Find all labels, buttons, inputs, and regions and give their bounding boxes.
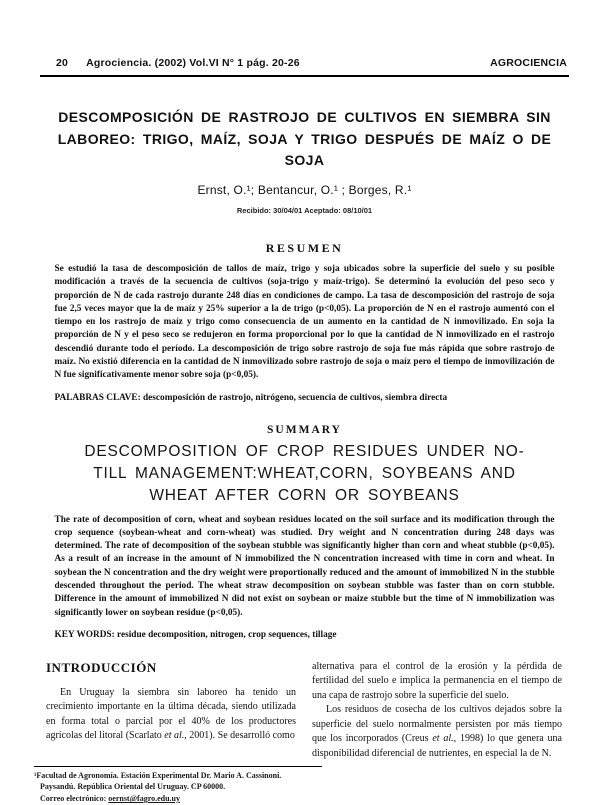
resumen-body: Se estudió la tasa de descomposición de tallos de maíz, trigo y soja ubicados sobre la superficie del suelo y su posible modificación a través de la secuencia de cultivos (soja-trigo y maíz-trigo). Se determinó la evolución del peso seco y proporción de N de cada rastrojo durante 248 días en condiciones de campo. La tasa de descomposición del rastrojo de soja fue 2,5 veces mayor que la de maíz y 25% superior a la de trigo (p<0,05). La proporción de N en el rastrojo aumentó con el tiempo en los rastrojo de maíz y trigo como consecuencia de un aumento en la cantidad de N inmovilizado. En soja la proporción de N y el peso seco se redujeron en forma proporcional por lo que la cantidad de N inmovilizado en el rastrojo descendió durante todo el período. La descomposición de trigo sobre rastrojo de soja fue más rápida que sobre rastrojo de maíz. No existió diferencia en la cantidad de N inmovilizado sobre rastrojo de soja o maíz pero el tiempo de inmovilización de N fue significativamente menor sobre soja (p<0,05). — [54, 264, 555, 381]
left-column — [34, 659, 296, 805]
article-title-es: DESCOMPOSICIÓN DE RASTROJO DE CULTIVOS EN SIEMBRA SIN LABOREO: TRIGO, MAÍZ, SOJA Y TRIGO DESPUÉS DE MAÍZ O DE SOJA — [57, 109, 552, 169]
intro-left-text-2: , 2001). Se desarrolló como — [184, 730, 295, 742]
running-header — [40, 57, 569, 69]
footnote-affiliation-line2: Paysandú. República Oriental del Uruguay. CP 60000. — [40, 782, 226, 792]
email-link[interactable]: oernst@fagro.edu.uy — [108, 794, 181, 804]
authors-line: Ernst, O.¹; Bentancur, O.¹ ; Borges, R.¹ — [197, 183, 412, 198]
intro-left-text-1: En Uruguay la siembra sin laboreo ha tenido un crecimiento importante en la última década, siendo utilizada en forma total o parcial por el 40% de los productores agrícolas del litoral (Scarlato — [46, 686, 296, 742]
palabras-clave-text: descomposición de rastrojo, nitrógeno, secuencia de cultivos, siembra directa — [140, 392, 448, 403]
key-words-text: residue decomposition, nitrogen, crop sequences, tillage — [114, 629, 337, 640]
page-number: 20 — [56, 57, 69, 69]
two-column-section — [34, 659, 563, 805]
intro-right-text-2: , 1998) lo que genera una disponibilidad diferencial de nutrientes, en especial la de N. — [312, 733, 562, 759]
article-title-en: DESCOMPOSITION OF CROP RESIDUES UNDER NO-TILL MANAGEMENT:WHEAT,CORN, SOYBEANS AND WHEAT AFTER CORN OR SOYBEANS — [84, 442, 525, 504]
footnote-affiliation-line1: ¹Facultad de Agronomía. Estación Experimental Dr. Mario A. Cassinoni. — [34, 770, 282, 780]
key-words-line — [55, 629, 555, 642]
intro-left-etal: et al. — [164, 730, 185, 742]
intro-right-text-1: Los residuos de cosecha de los cultivos dejados sobre la superficie del suelo normalmente persisten por más tiempo que los incorporados (Creus — [312, 704, 562, 745]
intro-paragraph-left — [46, 686, 296, 744]
footnote-email-line — [34, 793, 322, 805]
right-column — [312, 660, 562, 805]
affiliation-footnote — [34, 766, 322, 805]
resumen-heading: RESUMEN — [265, 241, 344, 256]
intro-paragraph-right-1: alternativa para el control de la erosión y la pérdida de fertilidad del suelo e implica la permanencia en el tiempo de una capa de rastrojo sobre la superficie del suelo. — [312, 660, 562, 701]
intro-paragraph-right-2 — [312, 703, 562, 761]
footnote-email-label: Correo electrónico: — [40, 794, 109, 804]
received-accepted-line: Recibido: 30/04/01 Aceptado: 08/10/01 — [236, 206, 373, 216]
header-rule — [40, 75, 569, 77]
journal-reference: Agrociencia. (2002) Vol.VI N° 1 pág. 20-26 — [86, 57, 300, 69]
intro-right-etal: et al. — [432, 733, 454, 745]
summary-heading: SUMMARY — [267, 423, 342, 436]
key-words-label: KEY WORDS: — [54, 629, 115, 640]
introduccion-heading: INTRODUCCIÓN — [46, 659, 157, 675]
palabras-clave-label: PALABRAS CLAVE: — [54, 392, 141, 403]
running-head-journal-name: AGROCIENCIA — [490, 57, 567, 69]
palabras-clave-line — [55, 392, 555, 405]
summary-body: The rate of decomposition of corn, wheat and soybean residues located on the soil surface and its modification through the crop sequence (soybean-wheat and corn-wheat) was studied. Dry weight and N concentration during 248 days was determined. The rate of decomposition of the soybean stubble was significantly higher than corn and wheat stubble (p<0,05). As a result of an increase in the amount of N immobilized the N concentration increased with time in corn and wheat. In soybean the N concentration and the dry weight were proportionally reduced and the amount of immobilized N in the stubble descended throughout the period. The wheat straw decomposition on soybean stubble was faster than on corn stubble. Difference in the amount of immobilized N did not exist on soybean or maize stubble but the time of N immobilization was significantly lower on soybean residue (p<0,05). — [54, 514, 555, 618]
